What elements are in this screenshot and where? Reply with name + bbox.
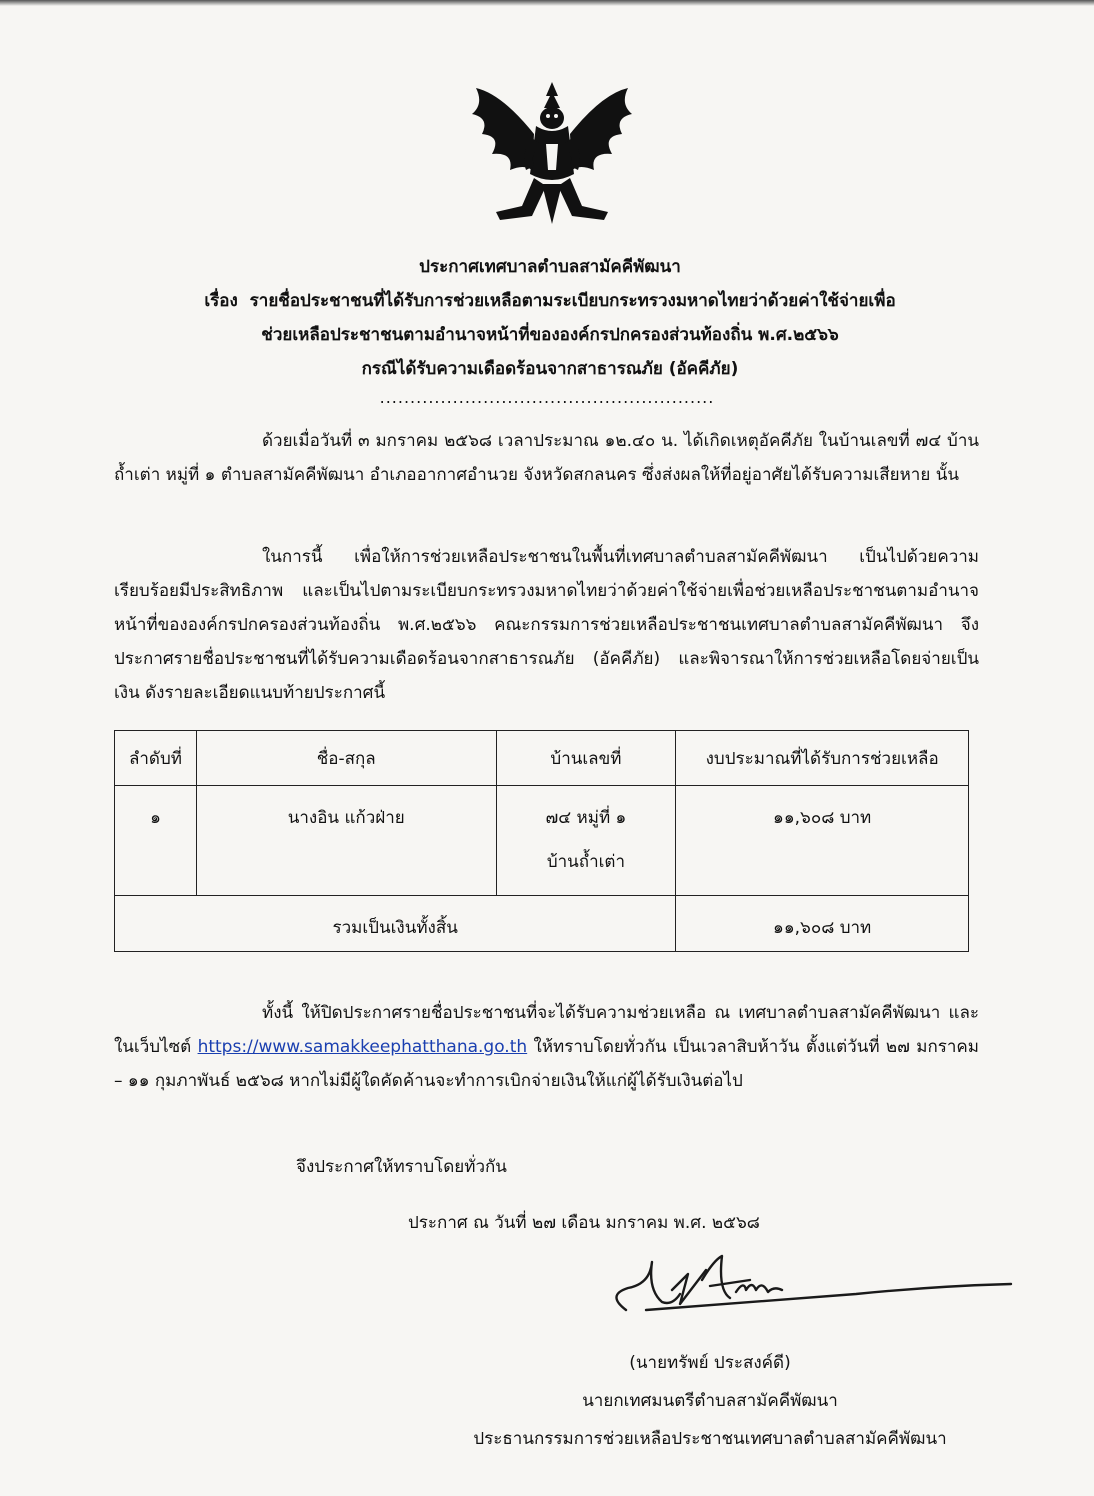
announcement-title: ประกาศเทศบาลตำบลสามัคคีพัฒนา — [419, 257, 681, 277]
table-header-row — [115, 731, 969, 786]
paragraph-decision — [114, 540, 979, 710]
paragraph-posting — [114, 996, 979, 1098]
total-label: รวมเป็นเงินทั้งสิ้น — [115, 896, 676, 952]
cell-amount: ๑๑,๖๐๘ บาท — [676, 786, 969, 896]
cell-order: ๑ — [115, 786, 197, 896]
relief-table — [114, 730, 969, 952]
scan-top-edge — [0, 0, 1094, 6]
cell-house-number — [496, 786, 676, 896]
announce-date: ประกาศ ณ วันที่ ๒๗ เดือน มกราคม พ.ศ. ๒๕๖๘ — [408, 1213, 760, 1233]
table-row — [115, 786, 969, 896]
header-order: ลำดับที่ — [115, 731, 197, 786]
subject-line-1 — [100, 284, 1000, 318]
paragraph-decision-text: ในการนี้ เพื่อให้การช่วยเหลือประชาชนในพื้นที่เทศบาลตำบลสามัคคีพัฒนา เป็นไปด้วยความเรียบร้อยมีประสิทธิภาพ และเป็นไปตามระเบียบกระทรวงมหาดไทยว่าด้วยค่าใช้จ่ายเพื่อช่วยเหลือประชาชนตามอำนาจหน้าที่ขององค์กรปกครองส่วนท้องถิ่น พ.ศ.๒๕๖๖ คณะกรรมการช่วยเหลือประชาชนเทศบาลตำบลสามัคคีพัฒนา จึงประกาศรายชื่อประชาชนที่ได้รับความเดือดร้อนจากสาธารณภัย (อัคคีภัย) และพิจารณาให้การช่วยเหลือโดยจ่ายเป็นเงิน ดังรายละเอียดแนบท้ายประกาศนี้ — [114, 547, 979, 703]
header-name: ชื่อ-สกุล — [196, 731, 496, 786]
subject-label: เรื่อง — [204, 291, 238, 311]
cell-house-line-2: บ้านถ้ำเต่า — [546, 852, 626, 872]
signatory-position-2: ประธานกรรมการช่วยเหลือประชาชนเทศบาลตำบลสามัคคีพัฒนา — [473, 1429, 947, 1449]
paragraph-incident — [114, 424, 979, 492]
subject-line-3: กรณีได้รับความเดือดร้อนจากสาธารณภัย (อัคคีภัย) — [361, 359, 739, 379]
handwritten-signature — [606, 1250, 1016, 1330]
paragraph-posting-text-2: ให้ทราบโดยทั่วกัน เป็นเวลาสิบห้าวัน ตั้งแต่วันที่ ๒๗ มกราคม – ๑๑ กุมภาพันธ์ ๒๕๖๘ หากไม่มีผู้ใดคัดค้านจะทำการเบิกจ่ายเงินให้แก่ผู้ได้รับเงินต่อไป — [114, 1037, 979, 1091]
website-link[interactable]: https://www.samakkeephatthana.go.th — [197, 1037, 528, 1057]
table-total-row — [115, 896, 969, 952]
cell-name: นางอิน แก้วฝ่าย — [196, 786, 496, 896]
header-budget: งบประมาณที่ได้รับการช่วยเหลือ — [676, 731, 969, 786]
total-amount: ๑๑,๖๐๘ บาท — [676, 896, 969, 952]
subject-line-2: ช่วยเหลือประชาชนตามอำนาจหน้าที่ขององค์กรปกครองส่วนท้องถิ่น พ.ศ.๒๕๖๖ — [261, 325, 839, 345]
cell-house-line-1: ๗๔ หมู่ที่ ๑ — [545, 808, 627, 828]
subject-text-1: รายชื่อประชาชนที่ได้รับการช่วยเหลือตามระเบียบกระทรวงมหาดไทยว่าด้วยค่าใช้จ่ายเพื่อ — [249, 291, 896, 311]
paragraph-incident-text: ด้วยเมื่อวันที่ ๓ มกราคม ๒๕๖๘ เวลาประมาณ ๑๒.๔๐ น. ได้เกิดเหตุอัคคีภัย ในบ้านเลขที่ ๗๔ บ้านถ้ำเต่า หมู่ที่ ๑ ตำบลสามัคคีพัฒนา อำเภออากาศอำนวย จังหวัดสกลนคร ซึ่งส่งผลให้ที่อยู่อาศัยได้รับความเสียหาย นั้น — [114, 431, 979, 485]
garuda-emblem-icon — [462, 74, 642, 234]
title-separator: ....................................................... — [379, 388, 715, 407]
paragraph-posting-text-1: ทั้งนี้ ให้ปิดประกาศรายชื่อประชาชนที่จะได้รับความช่วยเหลือ ณ เทศบาลตำบลสามัคคีพัฒนา และในเว็บไซต์ — [114, 1003, 979, 1057]
header-house-number: บ้านเลขที่ — [496, 731, 676, 786]
signatory-position-1: นายกเทศมนตรีตำบลสามัคคีพัฒนา — [582, 1391, 838, 1411]
announce-line: จึงประกาศให้ทราบโดยทั่วกัน — [296, 1157, 507, 1177]
signatory-name: (นายทรัพย์ ประสงค์ดี) — [629, 1353, 791, 1373]
